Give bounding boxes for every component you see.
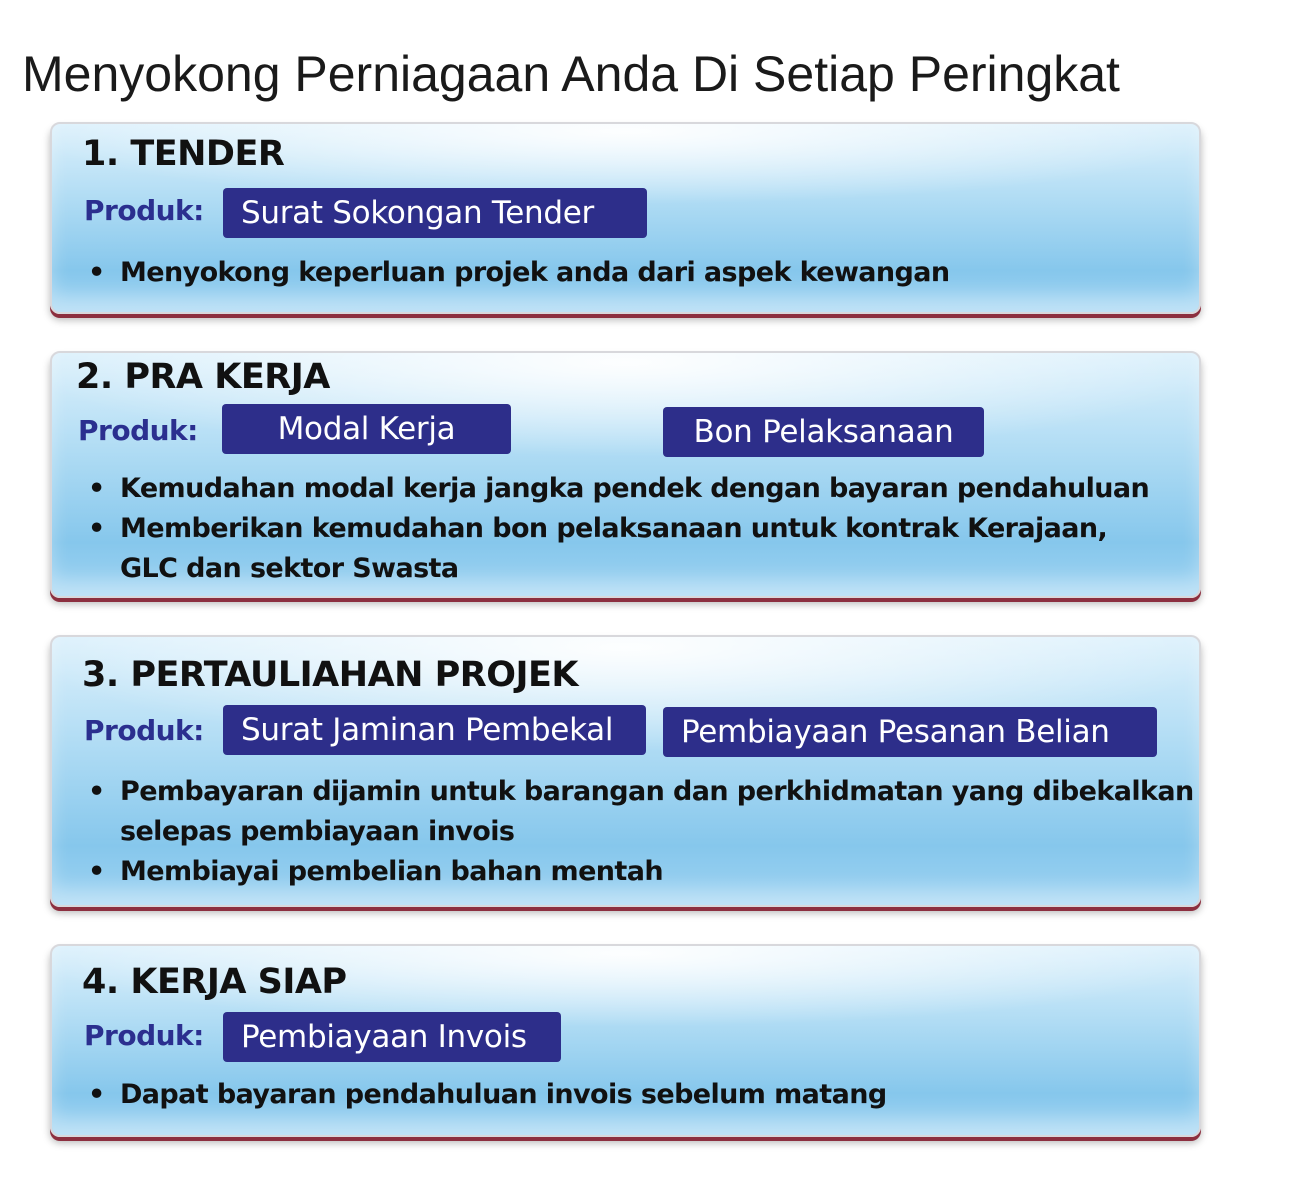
product-pill-bon-pelaksanaan[interactable]: Bon Pelaksanaan bbox=[663, 407, 984, 457]
stage-heading: 1. TENDER bbox=[82, 134, 285, 174]
product-label: Produk: bbox=[84, 714, 204, 747]
stage-card-tender bbox=[50, 122, 1201, 314]
stage-heading: 4. KERJA SIAP bbox=[82, 962, 347, 1002]
stage-heading: 3. PERTAULIAHAN PROJEK bbox=[82, 655, 579, 695]
product-label: Produk: bbox=[78, 414, 198, 447]
product-pill-surat-sokongan-tender[interactable]: Surat Sokongan Tender bbox=[223, 188, 647, 238]
benefit-list bbox=[84, 1075, 1174, 1115]
stage-heading: 2. PRA KERJA bbox=[76, 357, 330, 397]
page-title: Menyokong Perniagaan Anda Di Setiap Peringkat bbox=[22, 46, 1120, 102]
product-pill-surat-jaminan-pembekal[interactable]: Surat Jaminan Pembekal bbox=[223, 705, 646, 755]
product-pill-pembiayaan-invois[interactable]: Pembiayaan Invois bbox=[223, 1012, 561, 1062]
list-item: • Membiayai pembelian bahan mentah bbox=[84, 852, 1194, 892]
product-label: Produk: bbox=[84, 1019, 204, 1052]
benefit-list bbox=[84, 469, 1194, 589]
list-item: • Pembayaran dijamin untuk barangan dan perkhidmatan yang dibekalkan selepas pembiayaan invois bbox=[84, 772, 1194, 852]
list-item: • Menyokong keperluan projek anda dari aspek kewangan bbox=[84, 253, 1174, 293]
benefit-list bbox=[84, 253, 1174, 293]
product-label: Produk: bbox=[84, 194, 204, 227]
stage-card-pertauliahan-projek bbox=[50, 635, 1201, 907]
product-pill-pembiayaan-pesanan-belian[interactable]: Pembiayaan Pesanan Belian bbox=[663, 707, 1157, 757]
stage-card-pra-kerja bbox=[50, 351, 1201, 598]
product-pill-modal-kerja[interactable]: Modal Kerja bbox=[222, 404, 511, 454]
list-item: • Memberikan kemudahan bon pelaksanaan untuk kontrak Kerajaan, GLC dan sektor Swasta bbox=[84, 509, 1120, 589]
list-item: • Dapat bayaran pendahuluan invois sebelum matang bbox=[84, 1075, 1174, 1115]
benefit-list bbox=[84, 772, 1194, 892]
list-item: • Kemudahan modal kerja jangka pendek dengan bayaran pendahuluan bbox=[84, 469, 1194, 509]
stage-card-kerja-siap bbox=[50, 944, 1201, 1137]
